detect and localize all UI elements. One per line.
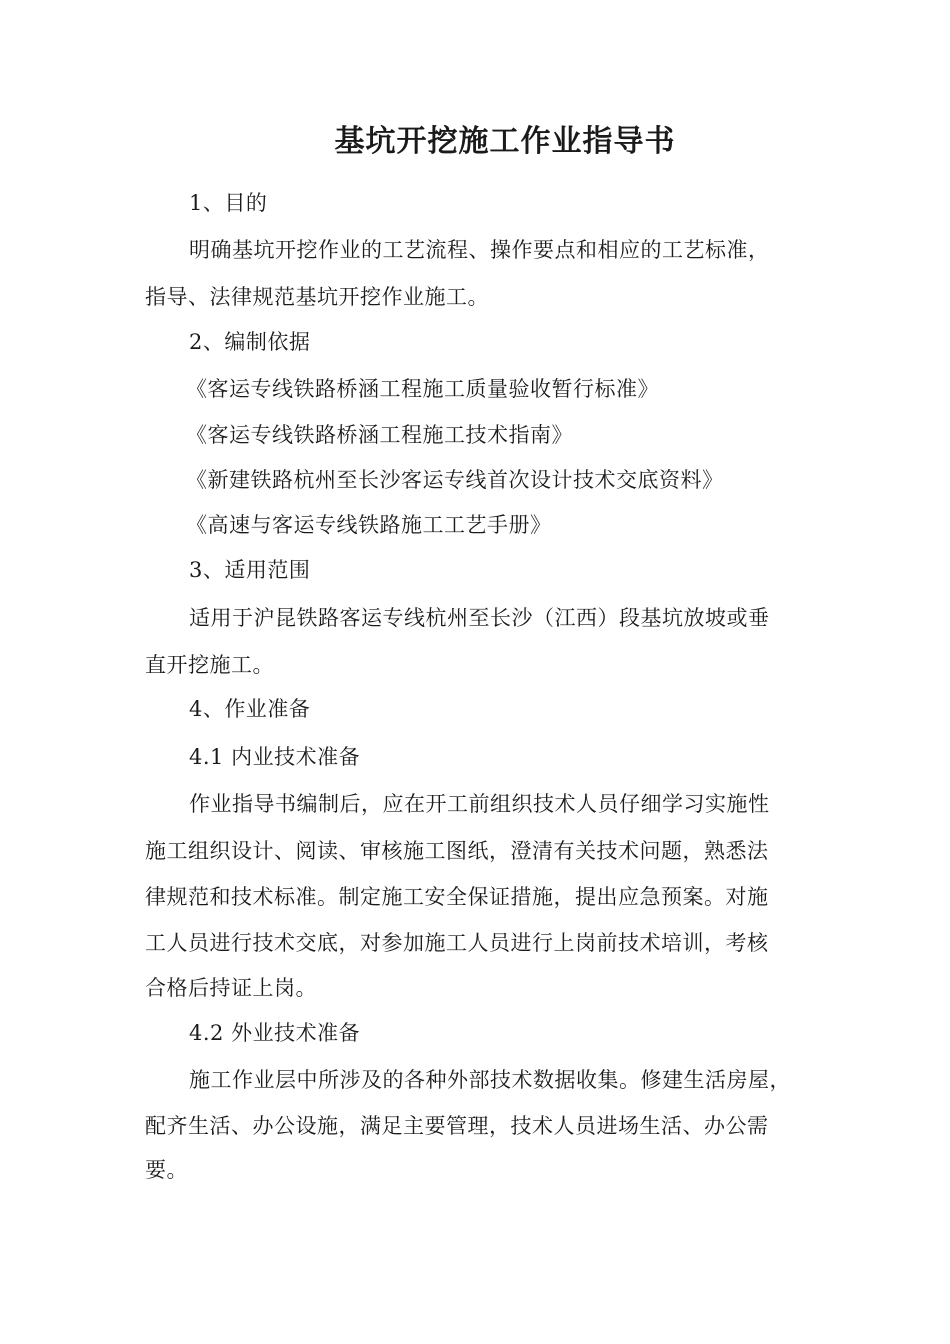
paragraph-line: 作业指导书编制后，应在开工前组织技术人员仔细学习实施性 <box>189 792 770 816</box>
section-heading-purpose: 1、目的 <box>189 191 268 215</box>
paragraph-line: 配齐生活、办公设施，满足主要管理，技术人员进场生活、办公需 <box>145 1114 769 1138</box>
subsection-heading-external: 4.2 外业技术准备 <box>189 1021 361 1045</box>
subsection-heading-internal: 4.1 内业技术准备 <box>189 745 361 769</box>
document-title: 基坑开挖施工作业指导书 <box>334 124 676 159</box>
reference-item: 《新建铁路杭州至长沙客运专线首次设计技术交底资料》 <box>186 468 724 492</box>
section-heading-scope: 3、适用范围 <box>189 558 311 582</box>
paragraph-line: 要。 <box>145 1158 188 1182</box>
section-heading-basis: 2、编制依据 <box>189 330 311 354</box>
paragraph-line: 合格后持证上岗。 <box>145 976 317 1000</box>
paragraph-line: 指导、法律规范基坑开挖作业施工。 <box>145 285 489 309</box>
paragraph-line: 适用于沪昆铁路客运专线杭州至长沙（江西）段基坑放坡或垂 <box>189 606 770 630</box>
paragraph-line: 直开挖施工。 <box>145 653 274 677</box>
paragraph-line: 施工组织设计、阅读、审核施工图纸，澄清有关技术问题，熟悉法 <box>145 839 769 863</box>
reference-item: 《高速与客运专线铁路施工工艺手册》 <box>186 513 552 537</box>
reference-item: 《客运专线铁路桥涵工程施工质量验收暂行标准》 <box>186 377 659 401</box>
paragraph-line: 律规范和技术标准。制定施工安全保证措施，提出应急预案。对施 <box>145 885 769 909</box>
paragraph-line: 明确基坑开挖作业的工艺流程、操作要点和相应的工艺标准， <box>189 238 770 262</box>
paragraph-line: 施工作业层中所涉及的各种外部技术数据收集。修建生活房屋， <box>189 1068 791 1092</box>
reference-item: 《客运专线铁路桥涵工程施工技术指南》 <box>186 423 573 447</box>
section-heading-preparation: 4、作业准备 <box>189 697 311 721</box>
paragraph-line: 工人员进行技术交底，对参加施工人员进行上岗前技术培训，考核 <box>145 931 769 955</box>
